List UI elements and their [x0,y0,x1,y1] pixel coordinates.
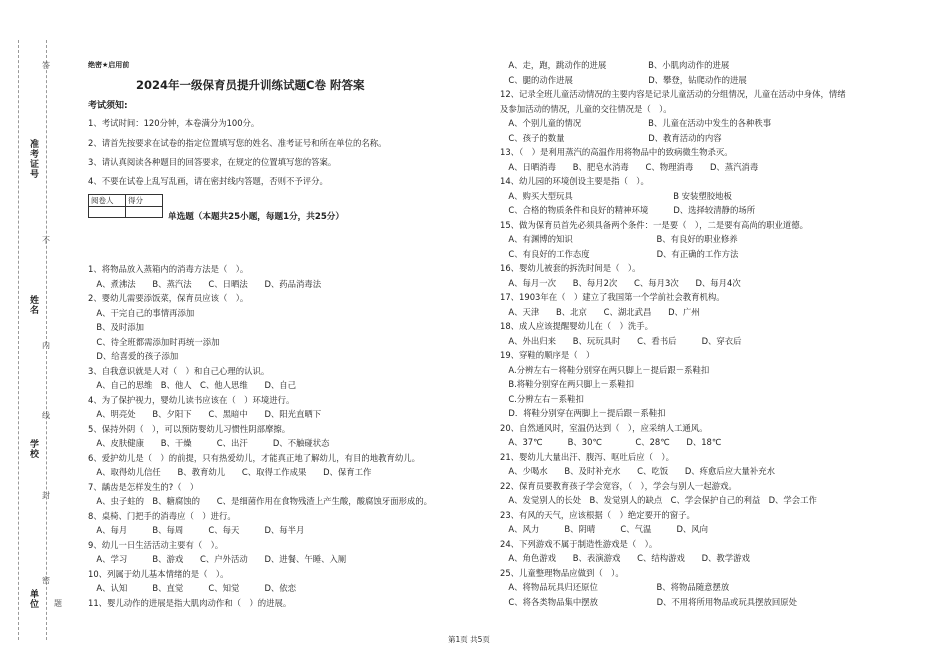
question-line: A、虫子蛀的 B、糖腐蚀的 C、是细菌作用在食物残渣上产生酸，酸腐蚀牙面形成的。 [88,496,432,506]
question-line: B、及时添加 [88,322,144,332]
question-line: 24、下列游戏不属于制造性游戏是（ ）。 [500,538,658,549]
binding-char: 线 [42,411,50,420]
question-line: 2、婴幼儿需要添饭菜，保育员应该（ ）。 [88,293,249,303]
instruction-item: 4、不要在试卷上乱写乱画，请在密封线内答题，否则不予评分。 [88,176,328,186]
question-line: 15、做为保育员首先必须具备两个条件：一是要（ ），二是要有高尚的职业道德。 [500,219,808,230]
question-line: A、认知 B、直觉 C、知觉 D、依恋 [88,583,297,593]
question-line: 11、婴儿动作的进展是指大肌肉动作和（ ）的进展。 [88,597,292,608]
question-line: C、待全班都需添加时再统一添加 [88,336,220,347]
label-zhunkao: 准考证号 [30,140,40,180]
question-line: C、腿的动作进展 D、攀登，钻爬动作的进展 [500,74,747,85]
binding-char: 密 [42,576,50,585]
question-line: A、煮沸法 B、蒸汽法 C、日晒法 D、药品消毒法 [88,278,322,289]
left-question-column [88,262,432,610]
question-line: C、合格的物质条件和良好的精神环境 D、选择较清静的场所 [500,205,756,215]
question-line: A、37℃ B、30℃ C、28℃ D、18℃ [500,437,722,447]
question-line: 5、保持外阴（ ），可以预防婴幼儿习惯性阴部摩擦。 [88,423,291,434]
binding-char: 题 [54,599,62,608]
question-line: C.分辨左右－系鞋扣 [500,393,584,404]
question-line: 9、幼儿一日生活活动主要有（ ）。 [88,539,224,550]
question-line: A、发觉别人的长处 B、发觉别人的缺点 C、学会保护自己的利益 D、学会工作 [500,495,817,505]
instructions-heading: 考试须知: [88,101,128,111]
question-line: A、日晒消毒 B、肥皂水消毒 C、物理消毒 D、蒸汽消毒 [500,161,759,172]
label-danwei: 单位 [30,590,40,610]
question-line: 21、婴幼儿大量出汗、腹泻、呕吐后应（ ）。 [500,451,674,462]
question-line: 25、儿童整理物品应做到（ ）。 [500,567,624,578]
question-line: A、干完自己的事情再添加 [88,307,195,318]
question-line: A、天津 B、北京 C、湖北武昌 D、广州 [500,306,700,317]
question-line: A、将物品玩具归还原位 B、将物品随意摆放 [500,582,730,592]
question-line: A、每月一次 B、每月2次 C、每月3次 D、每月4次 [500,277,741,288]
question-line: A、个别儿童的情况 B、儿童在活动中发生的各种秩事 [500,118,772,128]
question-line: 19、穿鞋的顺序是（ ） [500,350,595,360]
binding-line-outer [18,40,19,640]
instruction-item: 3、请认真阅读各种题目的回答要求，在规定的位置填写您的答案。 [88,157,337,167]
question-line: 17、1903年在（ ）建立了我国第一个学前社会教育机构。 [500,292,725,302]
question-line: 6、爱护幼儿是（ ）的前提，只有热爱幼儿，才能真正地了解幼儿，有目的地教育幼儿。 [88,452,420,463]
question-line: 10、列属于幼儿基本情绪的是（ ）。 [88,568,229,579]
question-line: A.分辨左右－将鞋分别穿在两只脚上－提后跟－系鞋扣 [500,364,710,375]
question-line: D、给喜爱的孩子添加 [88,351,179,361]
page-footer: 第1页 共5页 [448,635,490,644]
question-line: 13、（ ）是利用蒸汽的高温作用将物品中的致病微生物杀灭。 [500,147,733,157]
question-line: 22、保育员要教育孩子学会宽容，（ ），学会与别人一起游戏。 [500,480,737,491]
question-line: 18、成人应该提醒婴幼儿在（ ）洗手。 [500,321,654,331]
question-line: 14、幼儿园的环境创设主要是指（ ）。 [500,176,649,186]
score-table [88,194,163,218]
score-table-cell [89,207,126,218]
question-line: 20、自然通风时，室温仍达到（ ），应采纳人工通风。 [500,422,708,433]
question-line: 3、自我意识就是人对（ ）和自己心理的认识。 [88,365,270,376]
question-line: A、走，跑，跳动作的进展 B、小肌肉动作的进展 [500,60,730,70]
score-table-col1: 阅卷人 [89,195,126,207]
question-line: 8、桌椅、门把手的消毒应（ ）进行。 [88,510,236,521]
question-line: C、有良好的工作态度 D、有正确的工作方法 [500,248,739,259]
label-xingming: 姓名 [30,296,40,316]
question-line: A、自己的思维 B、他人 C、他人思维 D、自己 [88,380,297,390]
question-line: A、外出归来 B、玩玩具时 C、看书后 D、穿衣后 [500,335,742,346]
question-line: C、将各类物品集中摆放 D、不用将所用物品或玩具摆放回原处 [500,596,798,607]
question-line: 1、将物品放入蒸箱内的消毒方法是（ ）。 [88,264,249,274]
question-line: 7、龋齿是怎样发生的?（ ） [88,481,199,492]
question-line: A、皮肤健康 B、干燥 C、出汗 D、不触碰状态 [88,438,330,448]
question-line: A、每月 B、每周 C、每天 D、每半月 [88,525,305,535]
page-title: 2024年一级保育员提升训练试题C卷 附答案 [136,78,365,92]
binding-char: 不 [42,236,50,245]
question-line: C、孩子的数量 D、教育活动的内容 [500,132,722,143]
question-line: D．将鞋分别穿在两脚上－提后跟－系鞋扣 [500,408,666,418]
question-line: 16、婴幼儿被套的拆洗时间是（ ）。 [500,263,641,273]
question-line: A、风力 B、阴晴 C、气温 D、风向 [500,524,709,534]
question-line: B.将鞋分别穿在两只脚上－系鞋扣 [500,379,635,389]
question-line: A、有渊博的知识 B、有良好的职业修养 [500,234,738,244]
binding-char: 内 [42,341,50,350]
question-line: A、角色游戏 B、表演游戏 C、结构游戏 D、教学游戏 [500,553,750,563]
score-table-col2: 得分 [126,195,163,207]
question-line: A、明亮处 B、夕阳下 C、黑暗中 D、阳光直晒下 [88,409,322,419]
question-line: 4、为了保护视力，婴幼儿读书应该在（ ）环境进行。 [88,394,295,405]
question-line: A、学习 B、游戏 C、户外活动 D、进餐、午睡、入厕 [88,554,347,564]
label-xuexiao: 学校 [30,440,40,460]
question-line: A、购买大型玩具 B 安装塑胶地板 [500,190,732,201]
instruction-item: 2、请首先按要求在试卷的指定位置填写您的姓名、准考证号和所在单位的名称。 [88,138,387,148]
question-line: A、取得幼儿信任 B、教育幼儿 C、取得工作成果 D、保育工作 [88,467,372,477]
right-question-column [500,58,846,609]
question-line: 23、有风的天气，应该根据（ ）绝定要开的窗子。 [500,509,695,520]
binding-char: 答 [42,61,50,70]
binding-char: 封 [42,491,50,500]
section-title: 单选题（本题共25小题，每题1分，共25分） [168,212,344,222]
header-tag: 绝密★启用前 [88,61,130,69]
instruction-item: 1、考试时间：120分钟，本卷满分为100分。 [88,118,260,128]
question-line: 及参加活动的情况，儿童的交往情况是（ ）。 [500,103,672,114]
score-table-cell [126,207,163,218]
question-line: A、少喝水 B、及时补充水 C、吃饭 D、疼愈后应大量补充水 [500,466,776,476]
question-line: 12、记录全班儿童活动情况的主要内容是记录儿童活动的分组情况，儿童在活动中身体，情绪 [500,89,846,99]
